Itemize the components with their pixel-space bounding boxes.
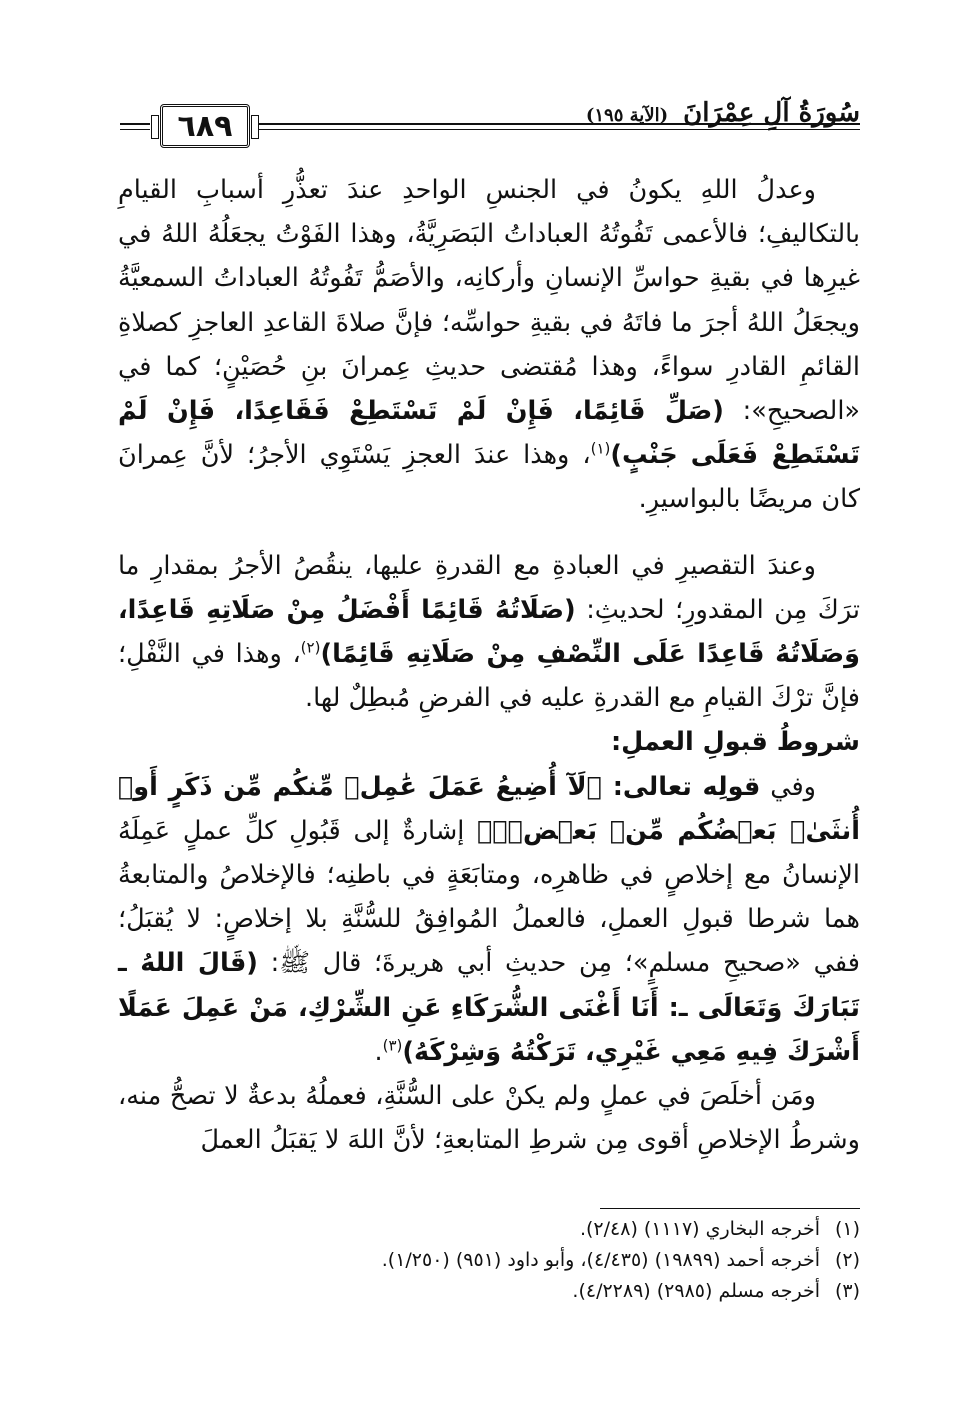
text-line: ومتابَعَةٍ في باطنِه؛ فالإخلاصُ والمتابعةُ هما شرطا قبولِ العملِ، فالعملُ (118, 860, 860, 935)
hadith-quote: (صَلَاتُهُ قَائِمًا أَفْضَلُ مِنْ صَلَاتِهِ قَاعِدًا، وَصَلَاتُهُ (118, 594, 860, 670)
main-text (118, 168, 860, 1162)
footnote-number: (١) (834, 1218, 860, 1240)
text-line: بالبواسيرِ. (638, 484, 741, 515)
header-rule (120, 123, 150, 125)
text-line: بالتكاليفِ؛ فالأعمى تَفُوتُهُ العباداتُ البَصَرِيَّةُ، وهذا الفَوْتُ يجعَلُهُ اللهُ في (118, 219, 860, 250)
page-header (120, 98, 860, 162)
hadith-quote: قَاعِدًا عَلَى النِّصْفِ مِنْ صَلَاتِهِ قَائِمًا) (320, 639, 765, 670)
quran-verse: بَعۡضٖۖ﴾ (477, 815, 598, 846)
footnote-text: أخرجه أحمد (١٩٨٩٩) (٤/٤٣٥)، وأبو داود (٩٥١) (١/٢٥٠). (381, 1249, 820, 1271)
quran-intro: قولِه تعالى: (601, 771, 761, 802)
text-line: ترَكَ مِن المقدورِ؛ لحديثِ: (575, 594, 860, 625)
text-line: إشارةٌ إلى قَبُولِ كلِّ عملٍ عَمِلَهُ الإنسانُ مع إخلاصٍ في ظاهرِه، (118, 815, 861, 891)
footnote (118, 1245, 860, 1276)
text-line: القائمِ القادرِ سواءً، وهذا مُقتضى حديثِ عِمرانَ بنِ حُصَيْنٍ؛ كما في (118, 351, 860, 382)
paragraph (118, 765, 860, 1074)
footnote-number: (٣) (834, 1280, 860, 1302)
hadith-quote: عَنِ الشِّرْكِ، مَنْ عَمِلَ عَمَلًا أَشْرَكَ فِيهِ مَعِي غَيْرِي، تَرَكْتُهُ وَشِرْكَهُ) (118, 992, 860, 1067)
ayah-label: (الآية ١٩٥) (585, 105, 669, 126)
header-rule (120, 129, 150, 130)
footnote-number: (٢) (834, 1249, 860, 1271)
text-line: ويجعَلُ اللهُ أجرَ ما فاتَهُ في بقيةِ حواسِّه؛ فإنَّ صلاةَ القاعدِ العاجزِ كصلاةِ (118, 307, 860, 338)
footnote (118, 1214, 860, 1245)
footnote-ref[interactable]: (٣) (382, 1036, 403, 1055)
footnote-text: أخرجه مسلم (٢٩٨٥) (٤/٢٢٨٩). (572, 1280, 820, 1302)
text-line: وفي (760, 771, 816, 802)
footnote-divider (600, 1208, 860, 1209)
text-line: ، وهذا عندَ العجزِ يَسْتَوِي الأجرُ؛ لأنَّ عِمرانَ كان مريضًا (118, 440, 860, 515)
quran-verse: ﴿لَآ أُضِيعُ عَمَلَ عَٰمِلٖ مِّنكُم مِّن ذَكَرٍ أَوۡ أُنثَىٰۖ بَعۡضُكُم مِّنۢ (118, 771, 861, 846)
hadith-quote: (قَالَ اللهُ ـ تَبَارَكَ وَتَعَالَى ـ: أَنَا أَغْنَى الشُّرَكَاءِ (118, 948, 860, 1023)
text-line: ، وهذا في النَّفْلِ؛ فإنَّ ترْكَ القيامِ (118, 639, 860, 714)
hadith-quote: (صَلِّ قَائِمًا، فَإِنْ لَمْ تَسْتَطِعْ فَقَاعِدًا، فَإِنْ لَمْ تَسْتَطِعْ فَعَلَى (118, 396, 860, 471)
paragraph (118, 544, 860, 721)
text-line: مع القدرةِ عليه في الفرضِ مُبطِلٌ لها. (305, 683, 696, 714)
footnotes (118, 1214, 860, 1307)
hadith-quote: جَنْبٍ) (610, 440, 678, 471)
text-line: وعدلُ اللهِ يكونُ في الجنسِ الواحدِ عندَ تعذُّرِ أسبابِ القيامِ (118, 175, 816, 205)
text-line: «الصحيحِ»: (723, 396, 860, 427)
section-heading: شروطُ قبولِ العملِ: (610, 727, 860, 758)
text-line: أبي هريرةَ؛ قال ﷺ: (257, 948, 493, 979)
text-line: منه، وشرطُ الإخلاصِ أقوى مِن شرطِ المتابعةِ؛ لأنَّ اللهَ لا يَقبَلُ العملَ (118, 1081, 860, 1156)
footnote (118, 1276, 860, 1307)
text-line: . (374, 1036, 383, 1067)
page-number: ٦٨٩ (160, 104, 250, 148)
text-line: وعندَ التقصيرِ في العبادةِ مع القدرةِ عليها، ينقُصُ الأجرُ بمقدارِ ما (118, 550, 816, 581)
footnote-ref[interactable]: (١) (590, 439, 611, 458)
paragraph (118, 1074, 860, 1162)
paragraph (118, 168, 860, 522)
footnote-ref[interactable]: (٢) (300, 638, 321, 657)
surah-title: سُورَةُ آلِ عِمْرَانَ (683, 98, 860, 128)
header-rule (258, 129, 860, 130)
text-line: ومَن أخلَصَ في عملٍ ولم يكنْ على السُّنَّةِ، فعملُهُ بدعةٌ لا تصحُّ (169, 1081, 816, 1112)
footnote-text: أخرجه البخاري (١١١٧) (٢/٤٨). (579, 1218, 820, 1240)
text-line: المُوافِقُ للسُّنَّةِ بلا إخلاصٍ: لا يُقبَلُ؛ ففي «صحيحِ مسلمٍ»؛ مِن حديثِ (118, 904, 860, 979)
text-line: غيرِها في بقيةِ حواسِّ الإنسانِ وأركانِه، والأصَمُّ تَفُوتُهُ العباداتُ السمعيَّةُ (118, 263, 860, 294)
running-title (586, 98, 860, 128)
